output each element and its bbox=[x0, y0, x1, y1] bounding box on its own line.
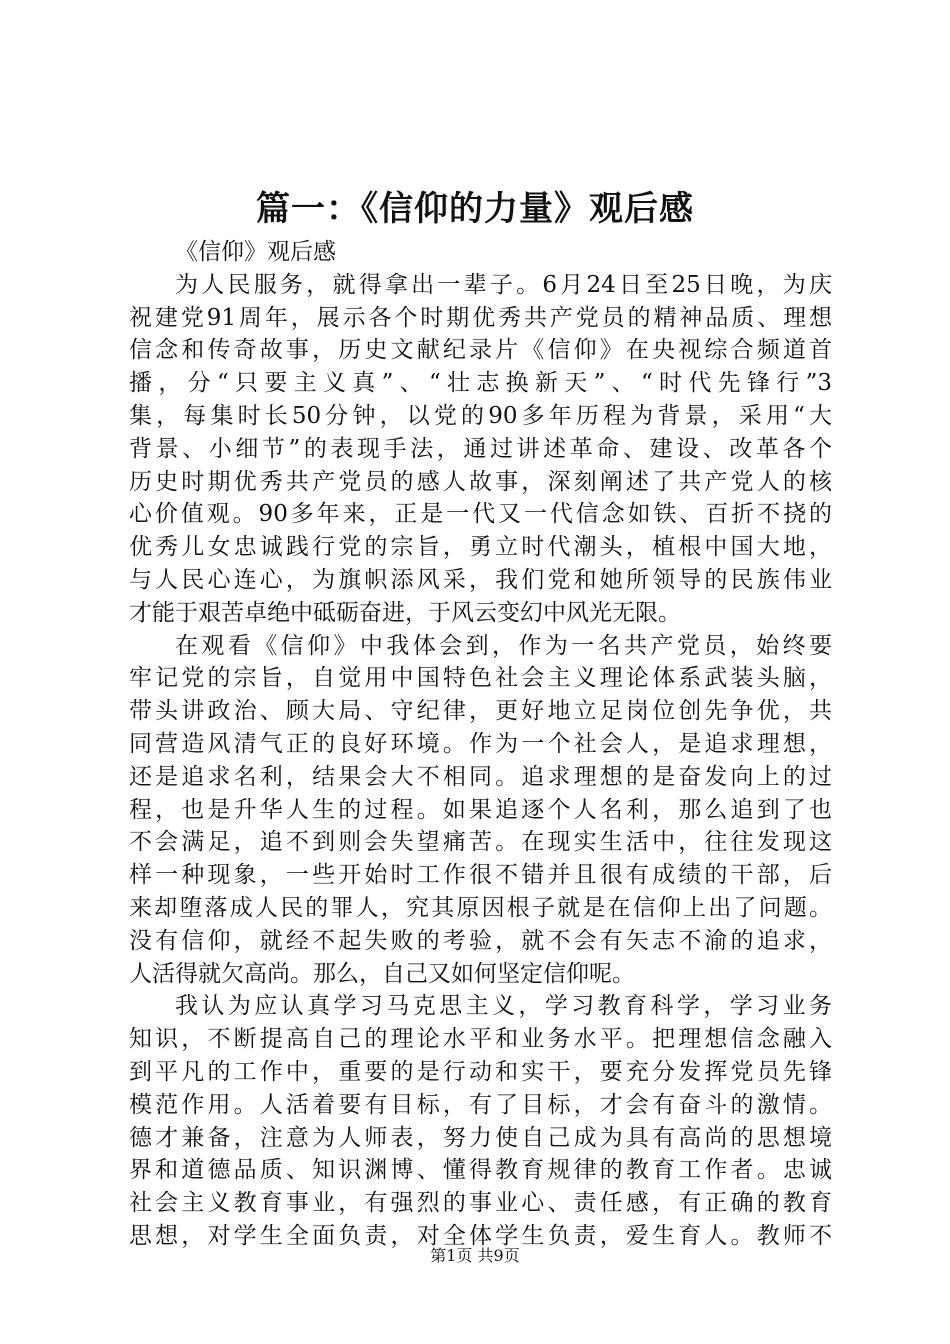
text-line: 播，分“只要主义真”、“壮志换新天”、“时代先锋行”3 bbox=[129, 370, 832, 397]
text-line: 模范作用。人活着要有目标，有了目标，才会有奋斗的激情。 bbox=[129, 1091, 832, 1118]
text-line: 才能于艰苦卓绝中砥砺奋进，于风云变幻中风光无限。 bbox=[129, 599, 681, 626]
text-line: 思想，对学生全面负责，对全体学生负责，爱生育人。教师不 bbox=[129, 1222, 832, 1249]
page-footer: 第1页 共9页 bbox=[430, 1246, 520, 1265]
text-line: 《信仰》观后感 bbox=[175, 239, 336, 265]
text-line: 来却堕落成人民的罪人，究其原因根子就是在信仰上出了问题。 bbox=[129, 894, 832, 921]
text-line: 程，也是升华人生的过程。如果追逐个人名利，那么追到了也 bbox=[129, 796, 832, 823]
text-line: 我认为应认真学习马克思主义，学习教育科学，学习业务 bbox=[175, 993, 832, 1020]
text-line: 没有信仰，就经不起失败的考验，就不会有矢志不渝的追求， bbox=[129, 927, 832, 954]
text-line: 样一种现象，一些开始时工作很不错并且很有成绩的干部，后 bbox=[129, 862, 832, 889]
text-line: 不会满足，追不到则会失望痛苦。在现实生活中，往往发现这 bbox=[129, 829, 832, 856]
text-line: 同营造风清气正的良好环境。作为一个社会人，是追求理想， bbox=[129, 730, 832, 757]
body-text bbox=[129, 236, 832, 1253]
text-line: 到平凡的工作中，重要的是行动和实干，要充分发挥党员先锋 bbox=[129, 1058, 832, 1085]
text-line: 界和道德品质、知识渊博、懂得教育规律的教育工作者。忠诚 bbox=[129, 1157, 832, 1184]
text-line: 社会主义教育事业，有强烈的事业心、责任感，有正确的教育 bbox=[129, 1190, 832, 1217]
text-line: 心价值观。90多年来，正是一代又一代信念如铁、百折不挠的 bbox=[129, 501, 832, 528]
text-line: 带头讲政治、顾大局、守纪律，更好地立足岗位创先争优，共 bbox=[129, 698, 832, 725]
text-line: 在观看《信仰》中我体会到，作为一名共产党员，始终要 bbox=[175, 632, 832, 659]
text-line: 历史时期优秀共产党员的感人故事，深刻阐述了共产党人的核 bbox=[129, 468, 832, 495]
text-line: 集，每集时长50分钟，以党的90多年历程为背景，采用“大 bbox=[129, 402, 832, 429]
text-line: 为人民服务，就得拿出一辈子。6月24日至25日晚，为庆 bbox=[175, 271, 832, 298]
text-line: 牢记党的宗旨，自觉用中国特色社会主义理论体系武装头脑， bbox=[129, 665, 832, 692]
text-line: 与人民心连心，为旗帜添风采，我们党和她所领导的民族伟业 bbox=[129, 566, 832, 593]
text-line: 人活得就欠高尚。那么，自己又如何坚定信仰呢。 bbox=[129, 960, 635, 987]
page-title: 篇一：《信仰的力量》观后感 bbox=[256, 189, 694, 229]
text-line: 优秀儿女忠诚践行党的宗旨，勇立时代潮头，植根中国大地， bbox=[129, 534, 832, 561]
text-line: 信念和传奇故事，历史文献纪录片《信仰》在央视综合频道首 bbox=[129, 337, 832, 364]
text-line: 德才兼备，注意为人师表，努力使自己成为具有高尚的思想境 bbox=[129, 1124, 832, 1151]
text-line: 知识，不断提高自己的理论水平和业务水平。把理想信念融入 bbox=[129, 1026, 832, 1053]
text-line: 祝建党91周年，展示各个时期优秀共产党员的精神品质、理想 bbox=[129, 304, 832, 331]
text-line: 还是追求名利，结果会大不相同。追求理想的是奋发向上的过 bbox=[129, 763, 832, 790]
text-line: 背景、小细节”的表现手法，通过讲述革命、建设、改革各个 bbox=[129, 435, 832, 462]
